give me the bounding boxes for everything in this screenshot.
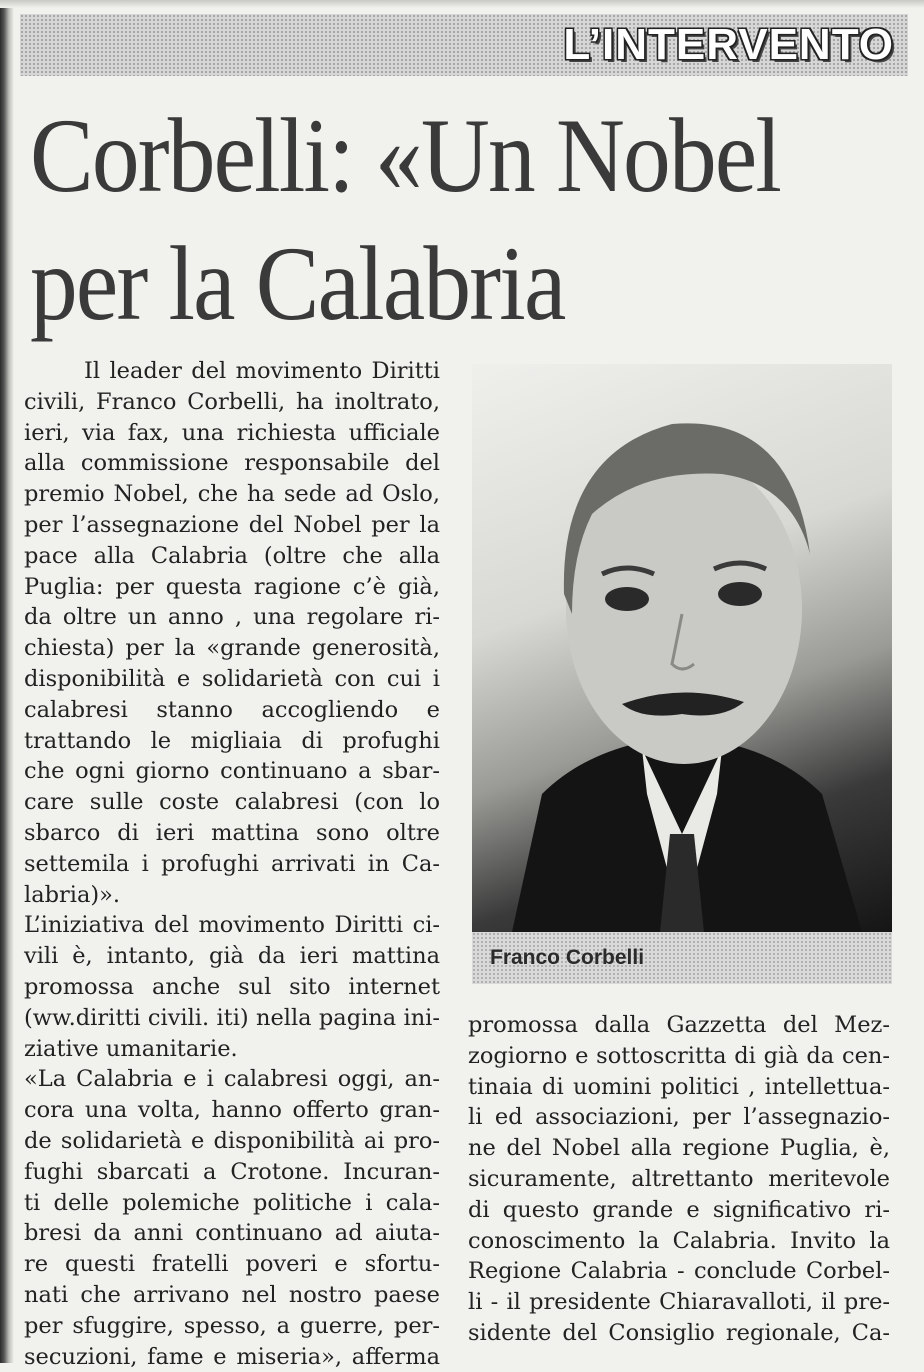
section-header-bar	[20, 14, 908, 76]
body-text-line: alla commissione responsabile del	[24, 448, 440, 479]
body-text-line: ziative umanitarie.	[24, 1034, 440, 1065]
portrait-figure	[472, 364, 892, 932]
scan-top-edge	[0, 0, 924, 8]
body-text-line: promossa dalla Gazzetta del Mez-	[468, 1010, 890, 1041]
body-text-line: da oltre un anno , una regolare ri-	[24, 602, 440, 633]
body-text-line: sicuramente, altrettanto meritevole	[468, 1164, 890, 1195]
body-text-line: per sfuggire, spesso, a guerre, per-	[24, 1311, 440, 1342]
section-label: L’INTERVENTO	[563, 14, 894, 76]
photo-caption-bar	[472, 932, 892, 984]
body-text-line: Il leader del movimento Diritti	[24, 356, 440, 387]
headline-line-1: Corbelli: «Un Nobel	[30, 92, 822, 220]
body-text-line: ieri, via fax, una richiesta ufficiale	[24, 418, 440, 449]
body-text-line: sbarco di ieri mattina sono oltre	[24, 818, 440, 849]
scan-edge	[0, 0, 14, 1363]
body-text-line: chiesta) per la «grande generosità,	[24, 633, 440, 664]
body-text-line: labria)».	[24, 880, 440, 911]
body-text-line: disponibilità e solidarietà con cui i	[24, 664, 440, 695]
body-text-line: che ogni giorno continuano a sbar-	[24, 756, 440, 787]
article-body-right-column	[468, 1010, 890, 1349]
body-text-line: bresi da anni continuano ad aiuta-	[24, 1218, 440, 1249]
body-text-line: «La Calabria e i calabresi oggi, an-	[24, 1064, 440, 1095]
body-text-line: civili, Franco Corbelli, ha inoltrato,	[24, 387, 440, 418]
article-headline	[30, 92, 822, 348]
body-text-line: Puglia: per questa ragione c’è già,	[24, 572, 440, 603]
body-text-line: ti delle polemiche politiche i cala-	[24, 1188, 440, 1219]
photo-caption: Franco Corbelli	[490, 932, 644, 984]
portrait-photo	[472, 364, 892, 932]
body-text-line: secuzioni, fame e miseria», afferma	[24, 1342, 440, 1372]
body-text-line: conoscimento la Calabria. Invito la	[468, 1226, 890, 1257]
body-text-line: care sulle coste calabresi (con lo	[24, 787, 440, 818]
body-text-line: de solidarietà e disponibilità ai pro-	[24, 1126, 440, 1157]
body-text-line: nati che arrivano nel nostro paese	[24, 1280, 440, 1311]
body-text-line: promossa anche sul sito internet	[24, 972, 440, 1003]
body-text-line: tinaia di uomini politici , intellettua-	[468, 1072, 890, 1103]
headline-line-2: per la Calabria	[30, 220, 822, 348]
body-text-line: sidente del Consiglio regionale, Ca-	[468, 1318, 890, 1349]
body-text-line: premio Nobel, che ha sede ad Oslo,	[24, 479, 440, 510]
body-text-line: L’iniziativa del movimento Diritti ci-	[24, 910, 440, 941]
body-text-line: vili è, intanto, già da ieri mattina	[24, 941, 440, 972]
body-text-line: trattando le migliaia di profughi	[24, 726, 440, 757]
body-text-line: pace alla Calabria (oltre che alla	[24, 541, 440, 572]
body-text-line: re questi fratelli poveri e sfortu-	[24, 1249, 440, 1280]
body-text-line: di questo grande e significativo ri-	[468, 1195, 890, 1226]
body-text-line: cora una volta, hanno offerto gran-	[24, 1095, 440, 1126]
body-text-line: Regione Calabria - conclude Corbel-	[468, 1256, 890, 1287]
body-text-line: settemila i profughi arrivati in Ca-	[24, 849, 440, 880]
body-text-line: li - il presidente Chiaravalloti, il pre-	[468, 1287, 890, 1318]
body-text-line: calabresi stanno accogliendo e	[24, 695, 440, 726]
article-body-left-column	[24, 356, 440, 1372]
body-text-line: (ww.diritti civili. iti) nella pagina ini-	[24, 1003, 440, 1034]
body-text-line: ne del Nobel alla regione Puglia, è,	[468, 1133, 890, 1164]
body-text-line: per l’assegnazione del Nobel per la	[24, 510, 440, 541]
body-text-line: li ed associazioni, per l’assegnazio-	[468, 1102, 890, 1133]
body-text-line: zogiorno e sottoscritta di già da cen-	[468, 1041, 890, 1072]
body-text-line: fughi sbarcati a Crotone. Incuran-	[24, 1157, 440, 1188]
